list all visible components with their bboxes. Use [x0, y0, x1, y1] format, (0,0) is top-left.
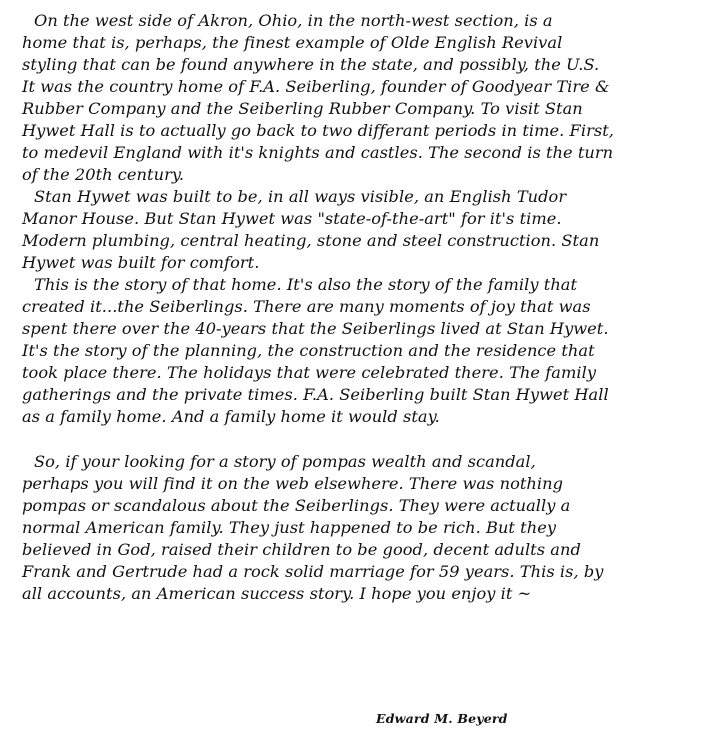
text-line: styling that can be found anywhere in the state, and possibly, the U.S. [22, 55, 600, 74]
document-body [22, 10, 702, 605]
text-line: normal American family. They just happened to be rich. But they [22, 518, 557, 537]
paragraph-2 [22, 186, 702, 274]
paragraph-spacer [22, 428, 702, 451]
text-line: believed in God, raised their children to be good, decent adults and [22, 540, 581, 559]
paragraph-3 [22, 274, 702, 428]
text-line: So, if your looking for a story of pompas wealth and scandal, [34, 452, 536, 471]
text-line: This is the story of that home. It's also the story of the family that [34, 275, 578, 294]
text-line: Hywet Hall is to actually go back to two differant periods in time. First, [22, 121, 614, 140]
text-line: pompas or scandalous about the Seiberlings. They were actually a [22, 496, 571, 515]
text-line: all accounts, an American success story. I hope you enjoy it ~ [22, 584, 532, 603]
text-line: Modern plumbing, central heating, stone and steel construction. Stan [22, 231, 600, 250]
text-line: took place there. The holidays that were celebrated there. The family [22, 363, 597, 382]
text-line: perhaps you will find it on the web elsewhere. There was nothing [22, 474, 564, 493]
text-line: spent there over the 40-years that the Seiberlings lived at Stan Hywet. [22, 319, 609, 338]
paragraph-4 [22, 451, 702, 605]
text-line: On the west side of Akron, Ohio, in the north-west section, is a [34, 11, 553, 30]
text-line: Manor House. But Stan Hywet was "state-of-the-art" for it's time. [22, 209, 562, 228]
text-line: home that is, perhaps, the finest example of Olde English Revival [22, 33, 563, 52]
text-line: Frank and Gertrude had a rock solid marriage for 59 years. This is, by [22, 562, 604, 581]
text-line: Hywet was built for comfort. [22, 253, 260, 272]
paragraph-1 [22, 10, 702, 186]
text-line: It's the story of the planning, the construction and the residence that [22, 341, 595, 360]
text-line: to medevil England with it's knights and castles. The second is the turn [22, 143, 614, 162]
text-line: of the 20th century. [22, 165, 185, 184]
text-line: created it...the Seiberlings. There are many moments of joy that was [22, 297, 591, 316]
text-line: gatherings and the private times. F.A. Seiberling built Stan Hywet Hall [22, 385, 609, 404]
text-line: as a family home. And a family home it would stay. [22, 407, 440, 426]
text-line: Rubber Company and the Seiberling Rubber Company. To visit Stan [22, 99, 583, 118]
text-line: Stan Hywet was built to be, in all ways visible, an English Tudor [34, 187, 567, 206]
text-line: It was the country home of F.A. Seiberling, founder of Goodyear Tire & [22, 77, 610, 96]
author-signature: Edward M. Beyerd [376, 711, 508, 726]
